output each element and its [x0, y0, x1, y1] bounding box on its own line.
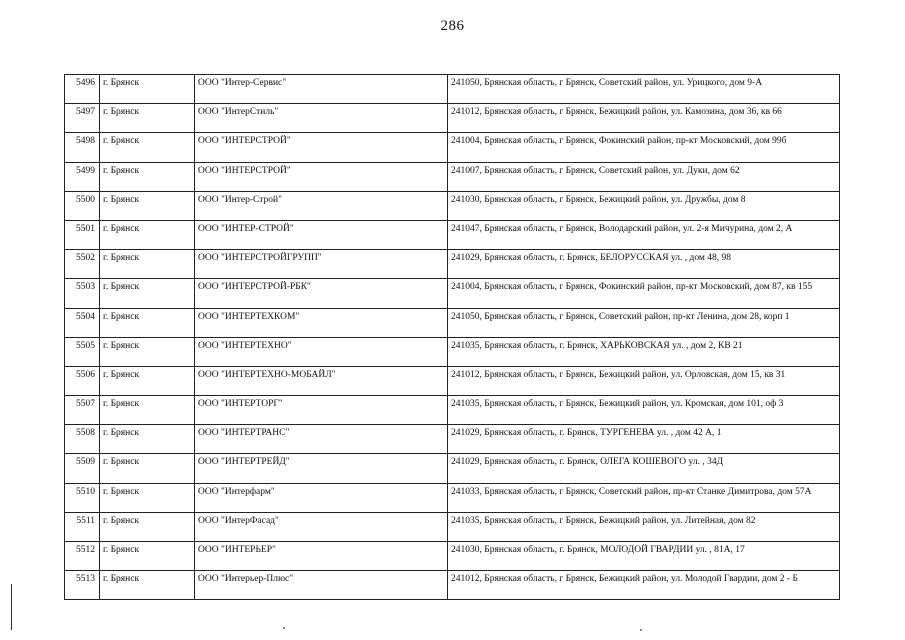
table-row: [65, 512, 840, 541]
table-row: [65, 220, 840, 249]
row-company-name-cell: ООО "ИНТЕРСТРОЙ": [195, 133, 448, 162]
row-number-cell: 5504: [65, 308, 100, 337]
row-number-cell: 5500: [65, 191, 100, 220]
table-row: [65, 396, 840, 425]
row-number-cell: 5499: [65, 162, 100, 191]
row-city-cell: г. Брянск: [100, 162, 195, 191]
row-address-cell: 241033, Брянская область, г Брянск, Советский район, пр-кт Станке Димитрова, дом 57А: [448, 483, 840, 512]
registry-table: [64, 74, 840, 600]
table-row: [65, 250, 840, 279]
row-address-cell: 241012, Брянская область, г Брянск, Бежицкий район, ул. Камозина, дом 36, кв 66: [448, 104, 840, 133]
row-company-name-cell: ООО "ИНТЕРТЕХНО-МОБАЙЛ": [195, 366, 448, 395]
page-number: 286: [440, 18, 465, 34]
table-row: [65, 133, 840, 162]
row-address-cell: 241012, Брянская область, г Брянск, Бежицкий район, ул. Орловская, дом 15, кв 31: [448, 366, 840, 395]
row-address-cell: 241050, Брянская область, г Брянск, Советский район, ул. Урицкого, дом 9-А: [448, 75, 840, 104]
row-city-cell: г. Брянск: [100, 308, 195, 337]
row-city-cell: г. Брянск: [100, 542, 195, 571]
scan-margin-line: [11, 584, 12, 630]
table-row: [65, 454, 840, 483]
row-address-cell: 241035, Брянская область, г. Брянск, ХАРЬКОВСКАЯ ул. , дом 2, КВ 21: [448, 337, 840, 366]
table-row: [65, 191, 840, 220]
row-address-cell: 241047, Брянская область, г Брянск, Володарский район, ул. 2-я Мичурина, дом 2, А: [448, 220, 840, 249]
table-row: [65, 75, 840, 104]
row-company-name-cell: ООО "Интерфарм": [195, 483, 448, 512]
row-company-name-cell: ООО "ИНТЕРЬЕР": [195, 542, 448, 571]
table-row: [65, 337, 840, 366]
table-row: [65, 279, 840, 308]
row-city-cell: г. Брянск: [100, 366, 195, 395]
row-address-cell: 241030, Брянская область, г. Брянск, МОЛОДОЙ ГВАРДИИ ул. , 81А, 17: [448, 542, 840, 571]
row-city-cell: г. Брянск: [100, 191, 195, 220]
row-city-cell: г. Брянск: [100, 571, 195, 600]
row-city-cell: г. Брянск: [100, 104, 195, 133]
row-city-cell: г. Брянск: [100, 454, 195, 483]
row-city-cell: г. Брянск: [100, 220, 195, 249]
row-address-cell: 241035, Брянская область, г Брянск, Бежицкий район, ул. Кромская, дом 101, оф 3: [448, 396, 840, 425]
row-company-name-cell: ООО "ИНТЕРТЕХНО": [195, 337, 448, 366]
row-number-cell: 5498: [65, 133, 100, 162]
row-address-cell: 241035, Брянская область, г Брянск, Бежицкий район, ул. Литейная, дом 82: [448, 512, 840, 541]
row-number-cell: 5510: [65, 483, 100, 512]
row-number-cell: 5496: [65, 75, 100, 104]
row-company-name-cell: ООО "ИНТЕРСТРОЙ-РБК": [195, 279, 448, 308]
row-company-name-cell: ООО "ИНТЕРТЕХКОМ": [195, 308, 448, 337]
row-city-cell: г. Брянск: [100, 337, 195, 366]
row-address-cell: 241012, Брянская область, г Брянск, Бежицкий район, ул. Молодой Гвардии, дом 2 - Б: [448, 571, 840, 600]
row-number-cell: 5505: [65, 337, 100, 366]
row-company-name-cell: ООО "ИНТЕРСТРОЙГРУПП": [195, 250, 448, 279]
row-city-cell: г. Брянск: [100, 75, 195, 104]
row-number-cell: 5503: [65, 279, 100, 308]
scan-dot: [640, 629, 642, 631]
row-address-cell: 241004, Брянская область, г Брянск, Фокинский район, пр-кт Московский, дом 87, кв 155: [448, 279, 840, 308]
row-company-name-cell: ООО "Интер-Строй": [195, 191, 448, 220]
row-address-cell: 241050, Брянская область, г Брянск, Советский район, пр-кт Ленина, дом 28, корп 1: [448, 308, 840, 337]
table-row: [65, 308, 840, 337]
row-address-cell: 241004, Брянская область, г Брянск, Фокинский район, пр-кт Московский, дом 99б: [448, 133, 840, 162]
row-company-name-cell: ООО "Интер-Сервис": [195, 75, 448, 104]
row-city-cell: г. Брянск: [100, 133, 195, 162]
row-address-cell: 241029, Брянская область, г. Брянск, БЕЛОРУССКАЯ ул. , дом 48, 98: [448, 250, 840, 279]
row-company-name-cell: ООО "ИнтерСтиль": [195, 104, 448, 133]
row-company-name-cell: ООО "ИНТЕР-СТРОЙ": [195, 220, 448, 249]
row-address-cell: 241029, Брянская область, г. Брянск, ТУРГЕНЕВА ул. , дом 42 А, 1: [448, 425, 840, 454]
row-number-cell: 5512: [65, 542, 100, 571]
table-row: [65, 366, 840, 395]
row-number-cell: 5509: [65, 454, 100, 483]
row-number-cell: 5497: [65, 104, 100, 133]
row-city-cell: г. Брянск: [100, 512, 195, 541]
row-city-cell: г. Брянск: [100, 279, 195, 308]
table-row: [65, 162, 840, 191]
table-row: [65, 425, 840, 454]
table-row: [65, 104, 840, 133]
row-city-cell: г. Брянск: [100, 425, 195, 454]
row-address-cell: 241007, Брянская область, г Брянск, Советский район, ул. Дуки, дом 62: [448, 162, 840, 191]
row-address-cell: 241030, Брянская область, г Брянск, Бежицкий район, ул. Дружбы, дом 8: [448, 191, 840, 220]
row-company-name-cell: ООО "Интерьер-Плюс": [195, 571, 448, 600]
row-company-name-cell: ООО "ИНТЕРСТРОЙ": [195, 162, 448, 191]
row-number-cell: 5507: [65, 396, 100, 425]
row-company-name-cell: ООО "ИНТЕРТРАНС": [195, 425, 448, 454]
row-address-cell: 241029, Брянская область, г. Брянск, ОЛЕГА КОШЕВОГО ул. , 34Д: [448, 454, 840, 483]
row-number-cell: 5502: [65, 250, 100, 279]
row-company-name-cell: ООО "ИНТЕРТОРГ": [195, 396, 448, 425]
row-number-cell: 5506: [65, 366, 100, 395]
table-body: [65, 75, 840, 600]
table-row: [65, 571, 840, 600]
table-row: [65, 542, 840, 571]
row-city-cell: г. Брянск: [100, 396, 195, 425]
row-company-name-cell: ООО "ИнтерФасад": [195, 512, 448, 541]
row-number-cell: 5508: [65, 425, 100, 454]
row-number-cell: 5513: [65, 571, 100, 600]
row-city-cell: г. Брянск: [100, 250, 195, 279]
row-company-name-cell: ООО "ИНТЕРТРЕЙД": [195, 454, 448, 483]
table-row: [65, 483, 840, 512]
row-number-cell: 5501: [65, 220, 100, 249]
scan-dot: [283, 627, 285, 629]
row-number-cell: 5511: [65, 512, 100, 541]
row-city-cell: г. Брянск: [100, 483, 195, 512]
